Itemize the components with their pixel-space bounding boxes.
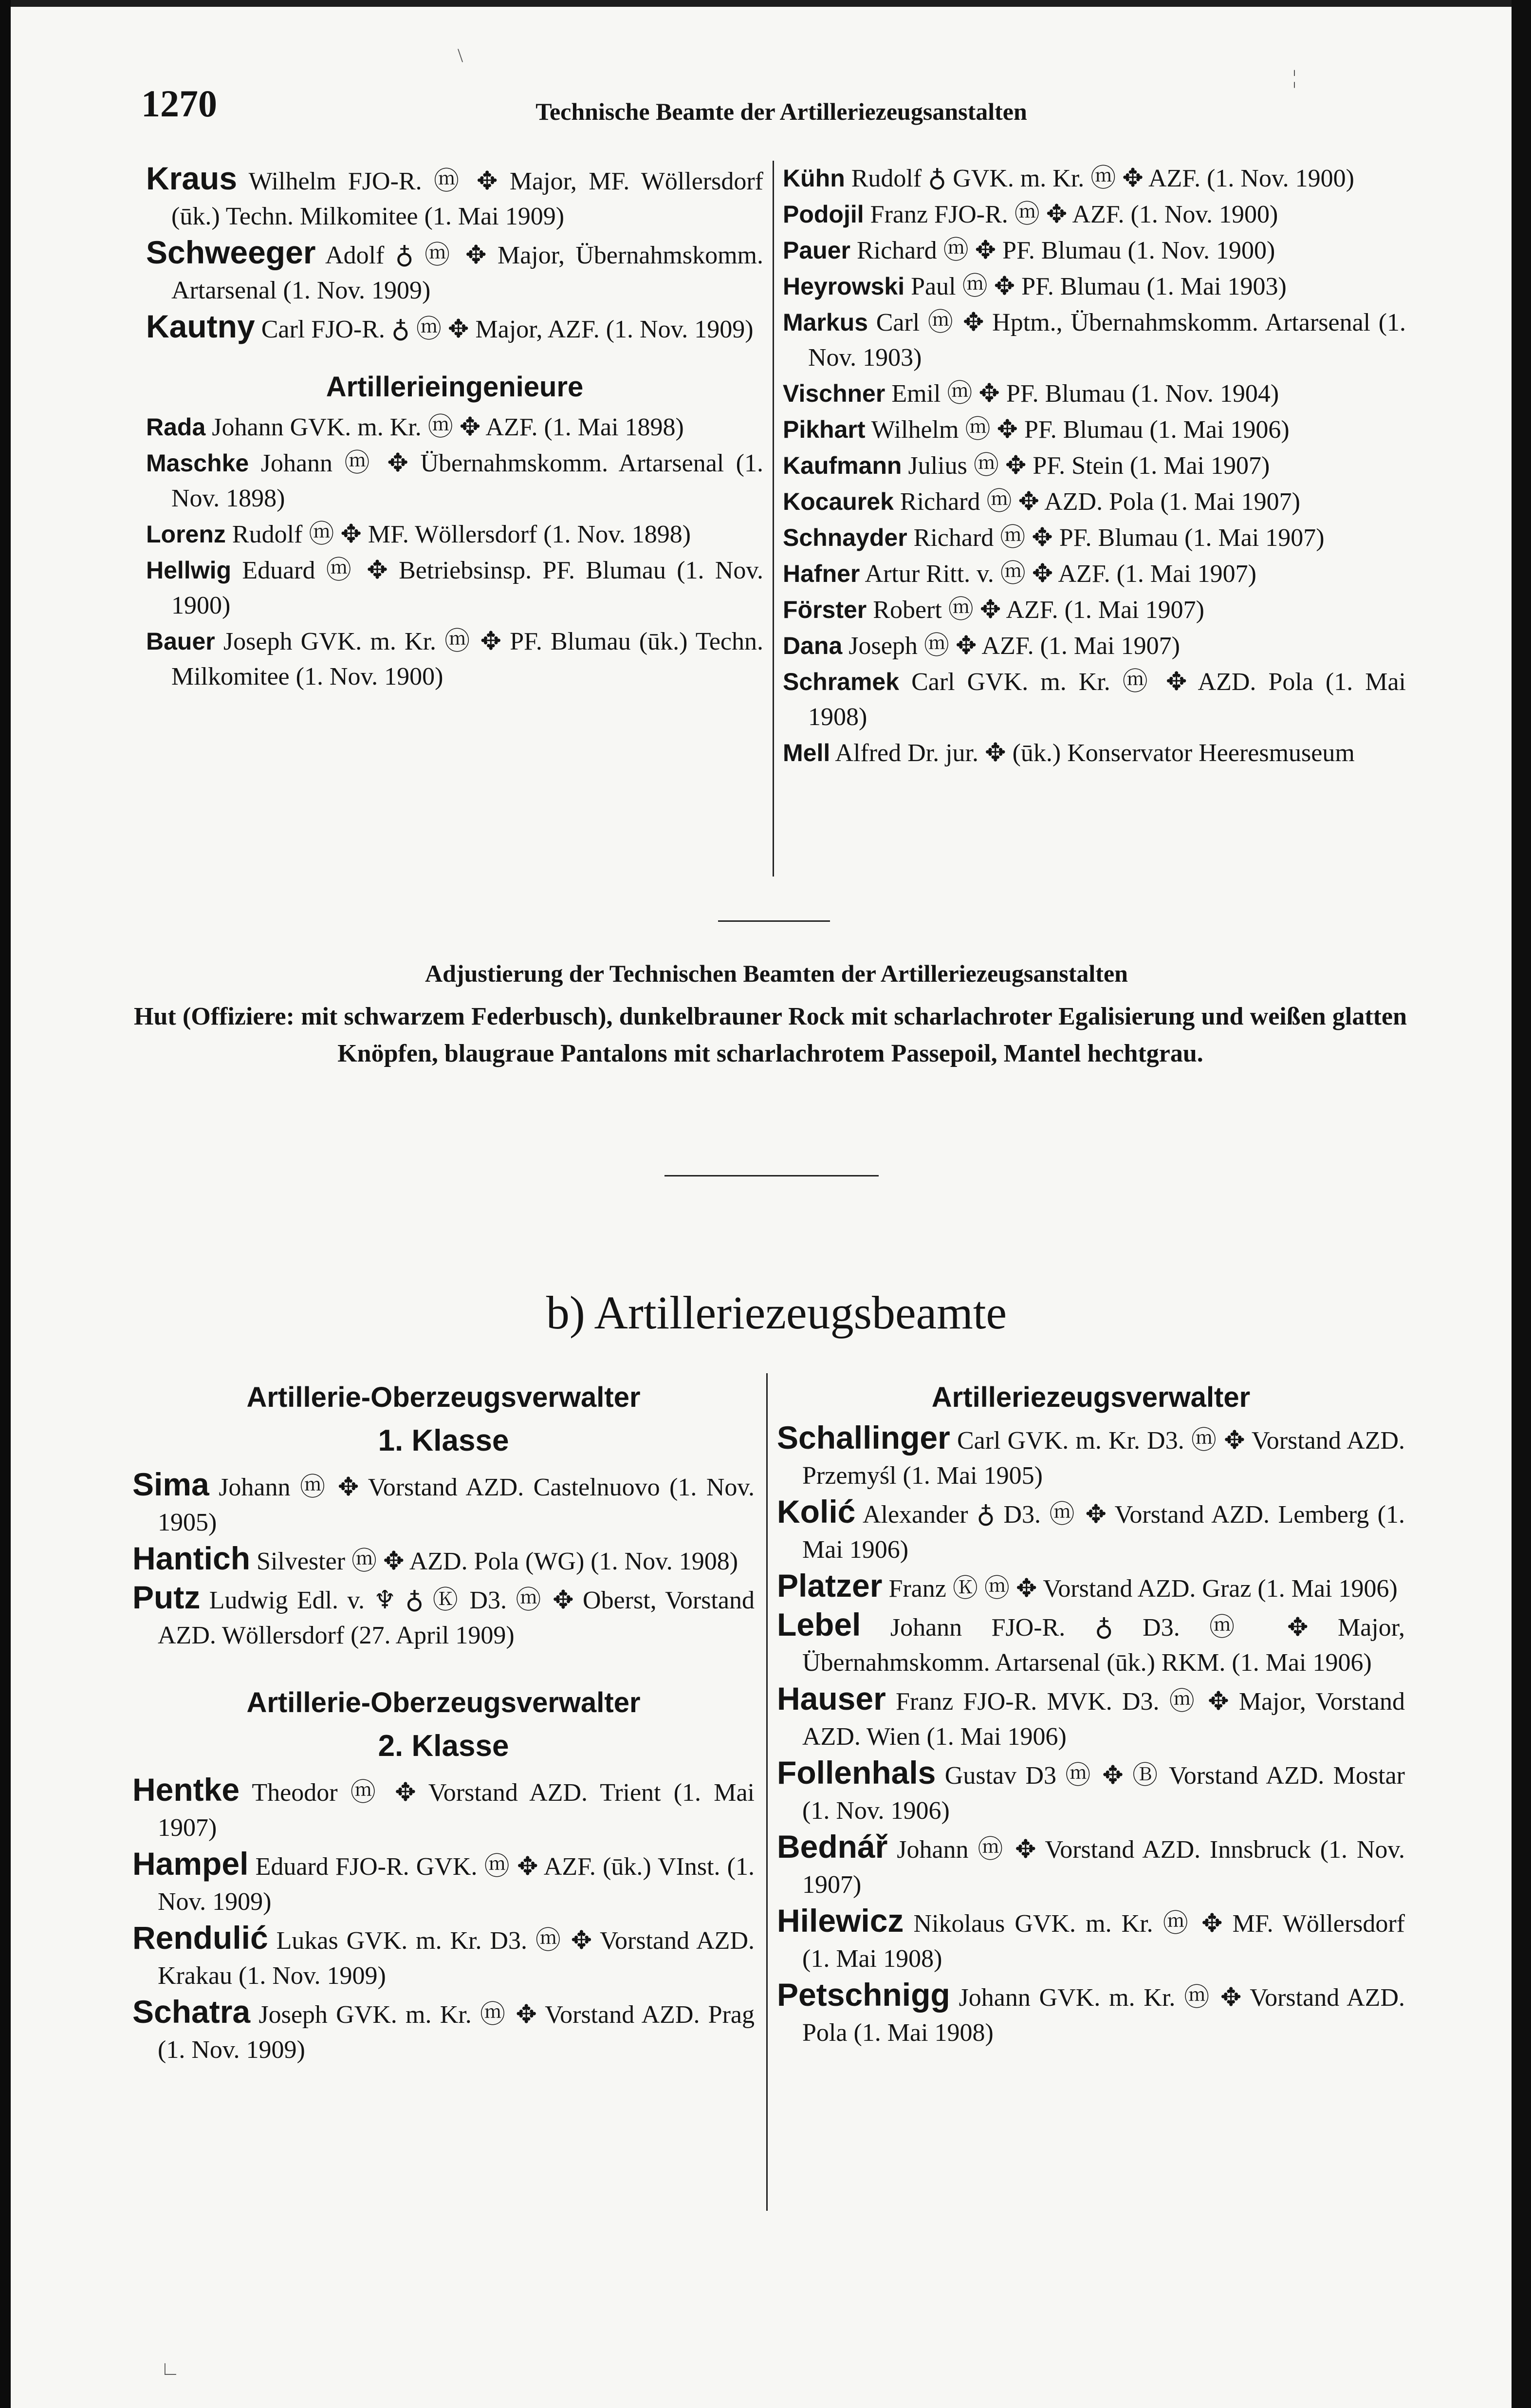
entry-text: Richard ⓜ ✥ AZD. Pola (1. Mai 1907) — [900, 488, 1300, 516]
scan-border-left — [0, 0, 11, 2408]
entry-name: Podojil — [783, 201, 864, 228]
group-subtitle: 1. Klasse — [378, 1424, 509, 1457]
list-item — [132, 1846, 755, 1920]
entry-name: Kautny — [146, 308, 255, 344]
scan-border-top — [0, 0, 1531, 7]
entry-text: Franz FJO-R. MVK. D3. ⓜ ✥ Major, Vorstand AZD. Wien (1. Mai 1906) — [802, 1688, 1405, 1751]
list-item — [146, 235, 763, 308]
entry-name: Förster — [783, 596, 867, 623]
entry-text: Johann GVK. m. Kr. ⓜ ✥ AZF. (1. Mai 1898) — [212, 413, 684, 441]
entry-name: Rada — [146, 413, 206, 441]
column-divider — [773, 161, 774, 877]
entry-name: Sima — [132, 1466, 209, 1502]
list-item — [146, 517, 763, 552]
list-item — [132, 1920, 755, 1994]
entry-name: Bauer — [146, 628, 215, 655]
part-b-left-column — [132, 1373, 755, 2068]
entry-text: Johann FJO-R. ♁ D3. ⓜ ✥ Major, Übernahmskomm. Artarsenal (ūk.) RKM. (1. Mai 1906) — [802, 1614, 1405, 1677]
entry-name: Rendulić — [132, 1920, 268, 1956]
list-item — [146, 161, 763, 234]
entry-text: Johann ⓜ ✥ Übernahmskomm. Artarsenal (1. Nov. 1898) — [171, 449, 764, 512]
list-item — [783, 664, 1406, 735]
entry-text: Joseph GVK. m. Kr. ⓜ ✥ Vorstand AZD. Prag (1. Nov. 1909) — [158, 2001, 755, 2064]
entry-name: Schatra — [132, 1994, 251, 2030]
entry-text: Eduard ⓜ ✥ Betriebsinsp. PF. Blumau (1. Nov. 1900) — [171, 557, 763, 619]
entry-name: Schweeger — [146, 234, 316, 270]
list-item — [146, 624, 763, 694]
entry-text: Gustav D3 ⓜ ✥ Ⓑ Vorstand AZD. Mostar (1. Nov. 1906) — [802, 1762, 1405, 1825]
section-divider — [664, 1175, 879, 1176]
list-item — [777, 1420, 1405, 1493]
part-b-right-column — [777, 1373, 1405, 2051]
entry-text: Emil ⓜ ✥ PF. Blumau (1. Nov. 1904) — [891, 380, 1279, 408]
entry-name: Heyrowski — [783, 273, 905, 300]
entry-text: Carl FJO-R. ♁ ⓜ ✥ Major, AZF. (1. Nov. 1909) — [261, 316, 754, 343]
list-item — [783, 197, 1406, 232]
list-item — [783, 735, 1406, 771]
entry-name: Markus — [783, 309, 868, 336]
entry-text: Robert ⓜ ✥ AZF. (1. Mai 1907) — [873, 596, 1204, 624]
list-item — [132, 1772, 755, 1846]
entry-text: Wilhelm FJO-R. ⓜ ✥ Major, MF. Wöllersdorf (ūk.) Techn. Milkomitee (1. Mai 1909) — [171, 168, 763, 230]
column-divider — [766, 1373, 768, 2211]
list-item — [783, 233, 1406, 268]
list-item — [777, 1568, 1405, 1606]
list-item — [777, 1829, 1405, 1903]
group-subtitle: 2. Klasse — [378, 1729, 509, 1763]
entry-name: Kühn — [783, 165, 845, 192]
list-item — [783, 161, 1406, 196]
page-number: 1270 — [141, 82, 217, 125]
entry-name: Kocaurek — [783, 488, 894, 515]
entry-text: Silvester ⓜ ✥ AZD. Pola (WG) (1. Nov. 1908) — [257, 1548, 738, 1575]
list-item — [146, 446, 763, 516]
entry-text: Carl GVK. m. Kr. D3. ⓜ ✥ Vorstand AZD. Przemyśl (1. Mai 1905) — [802, 1427, 1405, 1490]
list-item — [777, 1977, 1405, 2051]
entry-name: Kraus — [146, 160, 238, 196]
entry-name: Hilewicz — [777, 1903, 904, 1939]
entry-text: Julius ⓜ ✥ PF. Stein (1. Mai 1907) — [908, 452, 1270, 480]
list-item — [777, 1755, 1405, 1829]
list-item — [783, 305, 1406, 375]
entry-text: Franz FJO-R. ⓜ ✥ AZF. (1. Nov. 1900) — [870, 201, 1278, 228]
entry-text: Richard ⓜ ✥ PF. Blumau (1. Mai 1907) — [913, 524, 1325, 552]
list-item — [146, 553, 763, 623]
entry-name: Petschnigg — [777, 1977, 950, 2013]
entry-text: Lukas GVK. m. Kr. D3. ⓜ ✥ Vorstand AZD. Krakau (1. Nov. 1909) — [158, 1927, 755, 1990]
part-a-left-column — [146, 161, 763, 695]
entry-text: Johann ⓜ ✥ Vorstand AZD. Castelnuovo (1. Nov. 1905) — [158, 1474, 755, 1536]
list-item — [132, 1467, 755, 1540]
entry-name: Schallinger — [777, 1419, 950, 1456]
entry-name: Hellwig — [146, 557, 232, 584]
group-title: Artilleriezeugsverwalter — [931, 1381, 1251, 1413]
entry-name: Putz — [132, 1579, 201, 1615]
running-head: Technische Beamte der Artilleriezeugsanstalten — [535, 98, 1027, 125]
entry-text: Wilhelm ⓜ ✥ PF. Blumau (1. Mai 1906) — [871, 416, 1290, 444]
list-item — [783, 269, 1406, 304]
entry-name: Dana — [783, 632, 843, 659]
entry-text: Johann GVK. m. Kr. ⓜ ✥ Vorstand AZD. Pola (1. Mai 1908) — [802, 1984, 1405, 2047]
list-item — [783, 448, 1406, 484]
group-title: Artillerie-Oberzeugsverwalter — [246, 1687, 641, 1718]
entry-name: Hantich — [132, 1540, 251, 1576]
list-item — [783, 412, 1406, 448]
entry-text: Artur Ritt. v. ⓜ ✥ AZF. (1. Mai 1907) — [865, 560, 1256, 588]
section-heading-artillerieingenieure: Artillerieingenieure — [326, 371, 584, 403]
entry-name: Kaufmann — [783, 452, 902, 479]
entry-text: Theodor ⓜ ✥ Vorstand AZD. Trient (1. Mai 1907) — [158, 1779, 755, 1842]
entry-text: Richard ⓜ ✥ PF. Blumau (1. Nov. 1900) — [856, 237, 1275, 264]
list-item — [132, 1541, 755, 1579]
scan-speck: ¦ — [1292, 66, 1297, 88]
list-item — [777, 1903, 1405, 1977]
list-item — [783, 628, 1406, 664]
entry-text: Johann ⓜ ✥ Vorstand AZD. Innsbruck (1. Nov. 1907) — [802, 1836, 1405, 1899]
entry-name: Hafner — [783, 560, 860, 587]
entry-name: Kolić — [777, 1493, 856, 1530]
entry-name: Hampel — [132, 1846, 249, 1882]
list-item — [783, 592, 1406, 628]
entry-text: Ludwig Edl. v. ♆ ♁ Ⓚ D3. ⓜ ✥ Oberst, Vorstand AZD. Wöllersdorf (27. April 1909) — [158, 1587, 755, 1649]
scan-border-right — [1512, 0, 1531, 2408]
entry-text: Paul ⓜ ✥ PF. Blumau (1. Mai 1903) — [911, 273, 1287, 300]
list-item — [146, 410, 763, 445]
list-item — [783, 376, 1406, 411]
entry-text: Joseph ⓜ ✥ AZF. (1. Mai 1907) — [849, 632, 1180, 660]
scan-speck: \ — [458, 44, 463, 66]
list-item — [132, 1994, 755, 2068]
entry-text: Carl GVK. m. Kr. ⓜ ✥ AZD. Pola (1. Mai 1908) — [808, 668, 1406, 731]
section-divider — [718, 920, 830, 922]
adjustierung-text: Hut (Offiziere: mit schwarzem Federbusch), dunkelbrauner Rock mit scharlachroter Egalisierung und weißen glatten Knöpfen, blaugraue Pantalons mit scharlachrotem Passepoil, Mantel hechtgrau. — [134, 1003, 1407, 1067]
entry-name: Pikhart — [783, 416, 866, 443]
list-item — [777, 1494, 1405, 1568]
list-item — [777, 1607, 1405, 1680]
entry-name: Lebel — [777, 1606, 861, 1643]
entry-text: Alexander ♁ D3. ⓜ ✥ Vorstand AZD. Lemberg (1. Mai 1906) — [802, 1501, 1405, 1564]
entry-text: Carl ⓜ ✥ Hptm., Übernahmskomm. Artarsenal (1. Nov. 1903) — [808, 309, 1406, 372]
entry-name: Mell — [783, 739, 830, 766]
entry-text: Joseph GVK. m. Kr. ⓜ ✥ PF. Blumau (ūk.) Techn. Milkomitee (1. Nov. 1900) — [171, 628, 763, 691]
entry-name: Hentke — [132, 1772, 240, 1808]
entry-text: Alfred Dr. jur. ✥ (ūk.) Konservator Heeresmuseum — [835, 739, 1355, 767]
list-item — [783, 556, 1406, 592]
entry-name: Follenhals — [777, 1755, 936, 1791]
entry-name: Vischner — [783, 380, 885, 407]
list-item — [783, 484, 1406, 520]
list-item — [783, 520, 1406, 556]
group-title: Artillerie-Oberzeugsverwalter — [246, 1381, 641, 1413]
list-item — [777, 1681, 1405, 1755]
entry-name: Schramek — [783, 668, 900, 695]
adjustierung-title: Adjustierung der Technischen Beamten der Artilleriezeugsanstalten — [425, 960, 1128, 987]
scan-speck: ∟ — [161, 2357, 180, 2379]
section-heading-artilleriezeugsbeamte: b) Artilleriezeugsbeamte — [546, 1287, 1007, 1339]
entry-text: Adolf ♁ ⓜ ✥ Major, Übernahmskomm. Artarsenal (1. Nov. 1909) — [171, 242, 763, 304]
entry-name: Maschke — [146, 449, 249, 477]
entry-text: Eduard FJO-R. GVK. ⓜ ✥ AZF. (ūk.) VInst. (1. Nov. 1909) — [158, 1853, 755, 1916]
list-item — [146, 309, 763, 347]
entry-name: Lorenz — [146, 521, 226, 548]
entry-text: Rudolf ♁ GVK. m. Kr. ⓜ ✥ AZF. (1. Nov. 1900) — [851, 165, 1354, 192]
entry-name: Schnayder — [783, 524, 907, 551]
list-item — [132, 1580, 755, 1653]
entry-name: Platzer — [777, 1568, 883, 1604]
entry-name: Pauer — [783, 237, 850, 264]
part-a-right-column — [783, 161, 1406, 771]
entry-text: Rudolf ⓜ ✥ MF. Wöllersdorf (1. Nov. 1898) — [232, 521, 691, 548]
entry-text: Nikolaus GVK. m. Kr. ⓜ ✥ MF. Wöllersdorf (1. Mai 1908) — [802, 1910, 1405, 1973]
entry-name: Bednář — [777, 1829, 888, 1865]
entry-text: Franz Ⓚ ⓜ ✥ Vorstand AZD. Graz (1. Mai 1906) — [888, 1575, 1398, 1603]
entry-name: Hauser — [777, 1680, 886, 1717]
